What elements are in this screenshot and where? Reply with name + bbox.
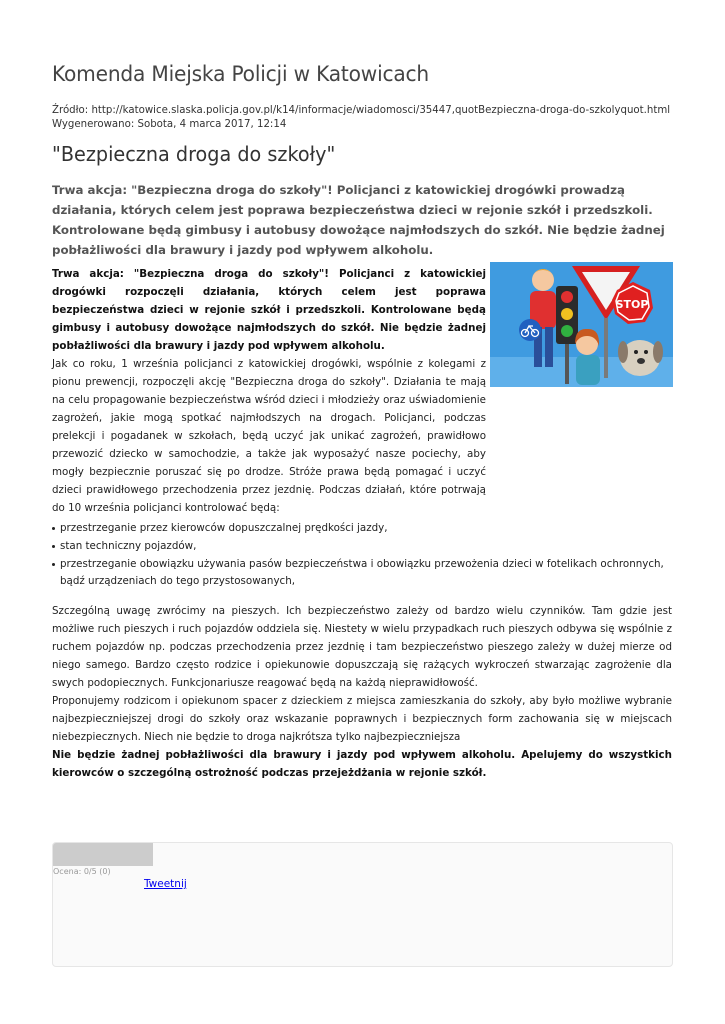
closing-bold-paragraph: Nie będzie żadnej pobłażliwości dla brawury i jazdy pod wpływem alkoholu. Apelujemy do wszystkich kierowców o szczególną ostrożność podczas przejeżdżania w rejonie szkół. (52, 749, 672, 779)
list-item: stan techniczny pojazdów, (52, 538, 672, 555)
article-title: "Bezpieczna droga do szkoły" (52, 142, 336, 166)
article-illustration (490, 262, 673, 387)
generated-date: Wygenerowano: Sobota, 4 marca 2017, 12:14 (52, 119, 287, 130)
walk-paragraph: Proponujemy rodzicom i opiekunom spacer z dzieckiem z miejsca zamieszkania do szkoły, aby było możliwe wybranie najbezpieczniejszej drogi do szkoły oraz wskazanie poprawnych i bezpiecznych form zachowania się w miejscach niebezpiecznych. Niech nie będzie to droga najkrótsza tylko najbezpieczniejsza (52, 695, 672, 743)
intro-bold-paragraph: Trwa akcja: "Bezpieczna droga do szkoły"! Policjanci z katowickiej drogówki rozpoczęli działania, których celem jest poprawa bezpieczeństwa dzieci w rejonie szkół i przedszkoli. Kontrolowane będą gimbusy i autobusy dowożące najmłodszych do szkół. Nie będzie żadnej pobłażliwości dla brawury i jazdy pod wpływem alkoholu. (52, 268, 486, 352)
list-item: przestrzeganie przez kierowców dopuszczalnej prędkości jazdy, (52, 520, 672, 537)
rating-bar[interactable] (53, 843, 153, 866)
boy-head (532, 269, 554, 291)
rating-label: Ocena: 0/5 (0) (53, 867, 111, 876)
girl-dress (576, 355, 600, 385)
stop-sign-text: STOP (615, 298, 649, 311)
pedestrians-paragraph: Szczególną uwagę zwrócimy na pieszych. Ich bezpieczeństwo zależy od bardzo wielu czynników. Tam gdzie jest możliwe ruch pieszych i ruch pojazdów oddziela się. Niestety w wielu przypadkach ruch pieszych odbywa się wspólnie z ruchem pojazdów np. podczas przechodzenia przez jezdnię i tam bezpieczeństwo pieszego zależy w dużej mierze od niego samego. Bardzo często rodzice i opiekunowie dopuszczają się rażących wykroczeń stwarzając zagrożenie dla swych podopiecznych. Funkcjonariusze reagować będą na każdą nieprawidłowość. (52, 605, 672, 689)
intro-paragraph: Jak co roku, 1 września policjanci z katowickiej drogówki, wspólnie z kolegami z pionu prewencji, rozpoczęli akcję "Bezpieczna droga do szkoły". Działania te mają na celu propagowanie bezpieczeństwa wśród dzieci i młodzieży oraz uświadomienie zagrożeń, jakie mogą spotkać najmłodszych na drogach. Policjanci, podczas prelekcji i pogadanek w szkołach, będą uczyć jak unikać zagrożeń, prawidłowo przewozić dziecko w samochodzie, a także jak wyposażyć nasze pociechy, aby mogły bezpiecznie poruszać się po drodze. Stróże prawa będą pomagać i uczyć dzieci prawidłowego przechodzenia przez jezdnię. Podczas działań, które potrwają do 10 września policjanci kontrolować będą: (52, 358, 486, 514)
article-lead: Trwa akcja: "Bezpieczna droga do szkoły"! Policjanci z katowickiej drogówki prowadzą działania, których celem jest poprawa bezpieczeństwa dzieci w rejonie szkół i przedszkoli. Kontrolowane będą gimbusy i autobusy dowożące najmłodszych do szkół. Nie będzie żadnej pobłażliwości dla brawury i jazdy pod wpływem alkoholu. (52, 183, 665, 257)
list-item: przestrzeganie obowiązku używania pasów bezpieczeństwa i obowiązku przewożenia dzieci w fotelikach ochronnych, bądź urządzeniach do tego przystosowanych, (52, 556, 672, 590)
tweet-link[interactable]: Tweetnij (144, 878, 187, 890)
article-body-intro (52, 265, 486, 517)
source-meta (52, 104, 670, 132)
source-url: Źródło: http://katowice.slaska.policja.gov.pl/k14/informacje/wiadomosci/35447,quotBezpieczna-droga-do-szkolyquot.html (52, 105, 671, 116)
control-list (52, 520, 672, 591)
site-title: Komenda Miejska Policji w Katowicach (52, 62, 430, 86)
article-body-bottom (52, 602, 672, 782)
children-traffic-signs-illustration (490, 262, 673, 387)
rating-panel (52, 842, 673, 967)
